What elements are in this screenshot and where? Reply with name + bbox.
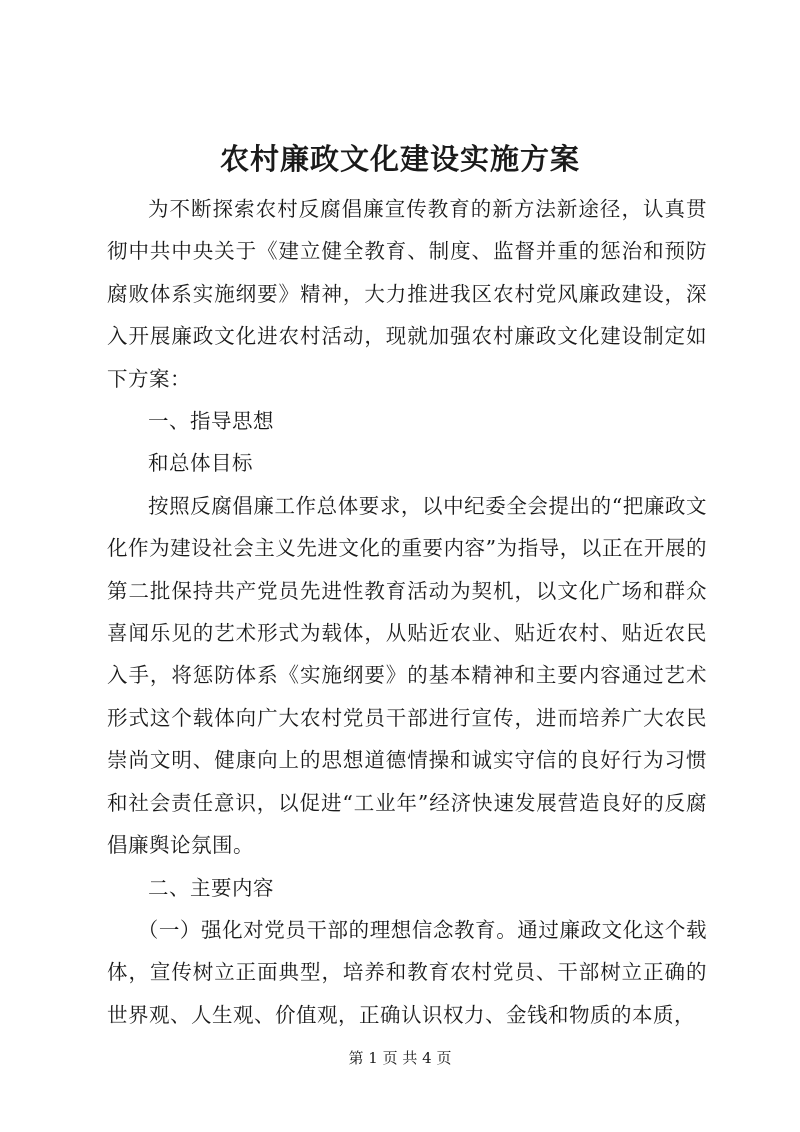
section-2-item-1: （一）强化对党员干部的理想信念教育。通过廉政文化这个载体，宣传树立正面典型，培养和教育农村党员、干部树立正确的世界观、人生观、价值观，正确认识权力、金钱和物质的本质，: [107, 917, 707, 1027]
document-title: 农村廉政文化建设实施方案: [219, 142, 580, 176]
page-footer: 第 1 页 共 4 页: [348, 1049, 452, 1067]
section-2-heading: 二、主要内容: [148, 875, 274, 900]
section-1-heading: 一、指导思想: [148, 409, 274, 434]
intro-paragraph: 为不断探索农村反腐倡廉宣传教育的新方法新途径，认真贯彻中共中央关于《建立健全教育、制度、监督并重的惩治和预防腐败体系实施纲要》精神，大力推进我区农村党风廉政建设，深入开展廉政文化进农村活动，现就加强农村廉政文化建设制定如下方案：: [107, 197, 707, 391]
section-1-heading-continued: 和总体目标: [148, 451, 253, 476]
document-body: [107, 188, 707, 1036]
section-1-paragraph: 按照反腐倡廉工作总体要求，以中纪委全会提出的“把廉政文化作为建设社会主义先进文化的重要内容”为指导，以正在开展的第二批保持共产党员先进性教育活动为契机，以文化广场和群众喜闻乐见的艺术形式为载体，从贴近农业、贴近农村、贴近农民入手，将惩防体系《实施纲要》的基本精神和主要内容通过艺术形式这个载体向广大农村党员干部进行宣传，进而培养广大农民崇尚文明、健康向上的思想道德情操和诚实守信的良好行为习惯和社会责任意识，以促进“工业年”经济快速发展营造良好的反腐倡廉舆论氛围。: [107, 493, 707, 858]
